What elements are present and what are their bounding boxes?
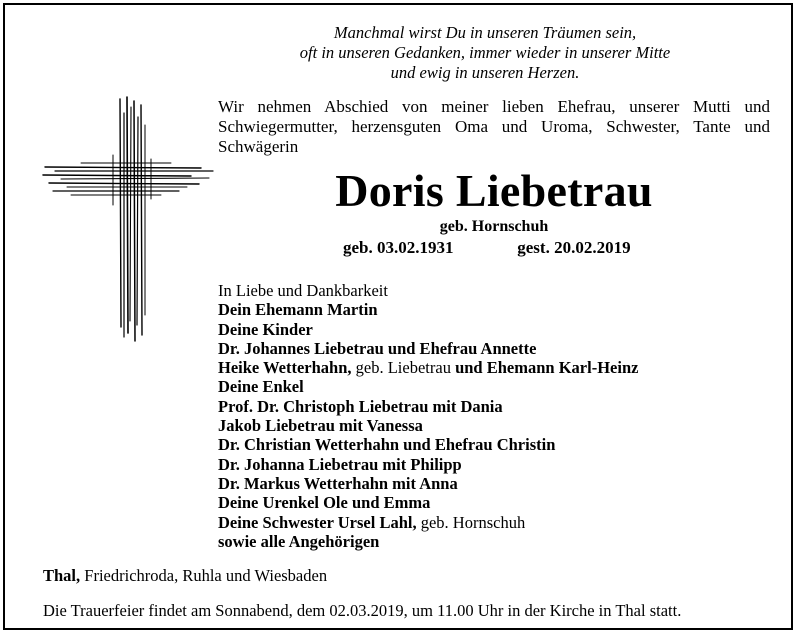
funeral-notice: Die Trauerfeier findet am Sonnabend, dem 02.03.2019, um 11.00 Uhr in der Kirche in Thal statt. (43, 601, 682, 620)
poem-line: oft in unseren Gedanken, immer wieder in unserer Mitte (299, 43, 671, 62)
poem (255, 23, 715, 83)
mourner-child (218, 358, 778, 377)
birth-date: geb. 03.02.1931 (343, 238, 454, 257)
mourner-husband: Dein Ehemann Martin (218, 300, 378, 320)
poem-line: Manchmal wirst Du in unseren Träumen sein, (333, 23, 637, 42)
farewell-intro: Wir nehmen Abschied von meiner lieben Ehefrau, unserer Mutti und Schwiegermutter, herzensguten Oma und Uroma, Schwester, Tante und Schwägerin (218, 97, 770, 156)
place-line (43, 566, 327, 586)
child-maiden-name: geb. Liebetrau (351, 358, 456, 378)
maiden-name: geb. Hornschuh (439, 218, 549, 235)
deceased-name: Doris Liebetrau (335, 165, 653, 216)
mourner-grandchild: Dr. Markus Wetterhahn mit Anna (218, 473, 458, 493)
mourner-sister (218, 513, 778, 532)
place-main: Thal, (43, 566, 81, 585)
mourner-grandchild: Dr. Johanna Liebetrau mit Philipp (218, 454, 462, 474)
child-name: Heike Wetterhahn, (218, 358, 352, 378)
sister-maiden-name: geb. Hornschuh (416, 512, 526, 532)
mourner-grandchild: Jakob Liebetrau mit Vanessa (218, 416, 423, 436)
life-dates (343, 237, 631, 259)
obituary-frame (3, 3, 793, 630)
children-heading: Deine Kinder (218, 319, 313, 339)
cross-icon (41, 95, 217, 345)
child-spouse: und Ehemann Karl-Heinz (455, 358, 639, 378)
mourner-great-grandchildren: Deine Urenkel Ole und Emma (218, 493, 431, 513)
grandchildren-heading: Deine Enkel (218, 377, 304, 397)
place-others: Friedrichroda, Ruhla und Wiesbaden (80, 566, 328, 585)
mourner-grandchild: Dr. Christian Wetterhahn und Ehefrau Christin (218, 435, 556, 455)
death-date: gest. 20.02.2019 (517, 238, 631, 257)
sister-name: Deine Schwester Ursel Lahl, (218, 512, 417, 532)
mourners-intro: In Liebe und Dankbarkeit (218, 281, 388, 300)
mourner-child: Dr. Johannes Liebetrau und Ehefrau Annette (218, 338, 537, 358)
mourner-relatives: sowie alle Angehörigen (218, 531, 380, 551)
mourner-grandchild: Prof. Dr. Christoph Liebetrau mit Dania (218, 396, 503, 416)
poem-line: und ewig in unseren Herzen. (390, 63, 580, 82)
mourners-list (218, 281, 778, 551)
